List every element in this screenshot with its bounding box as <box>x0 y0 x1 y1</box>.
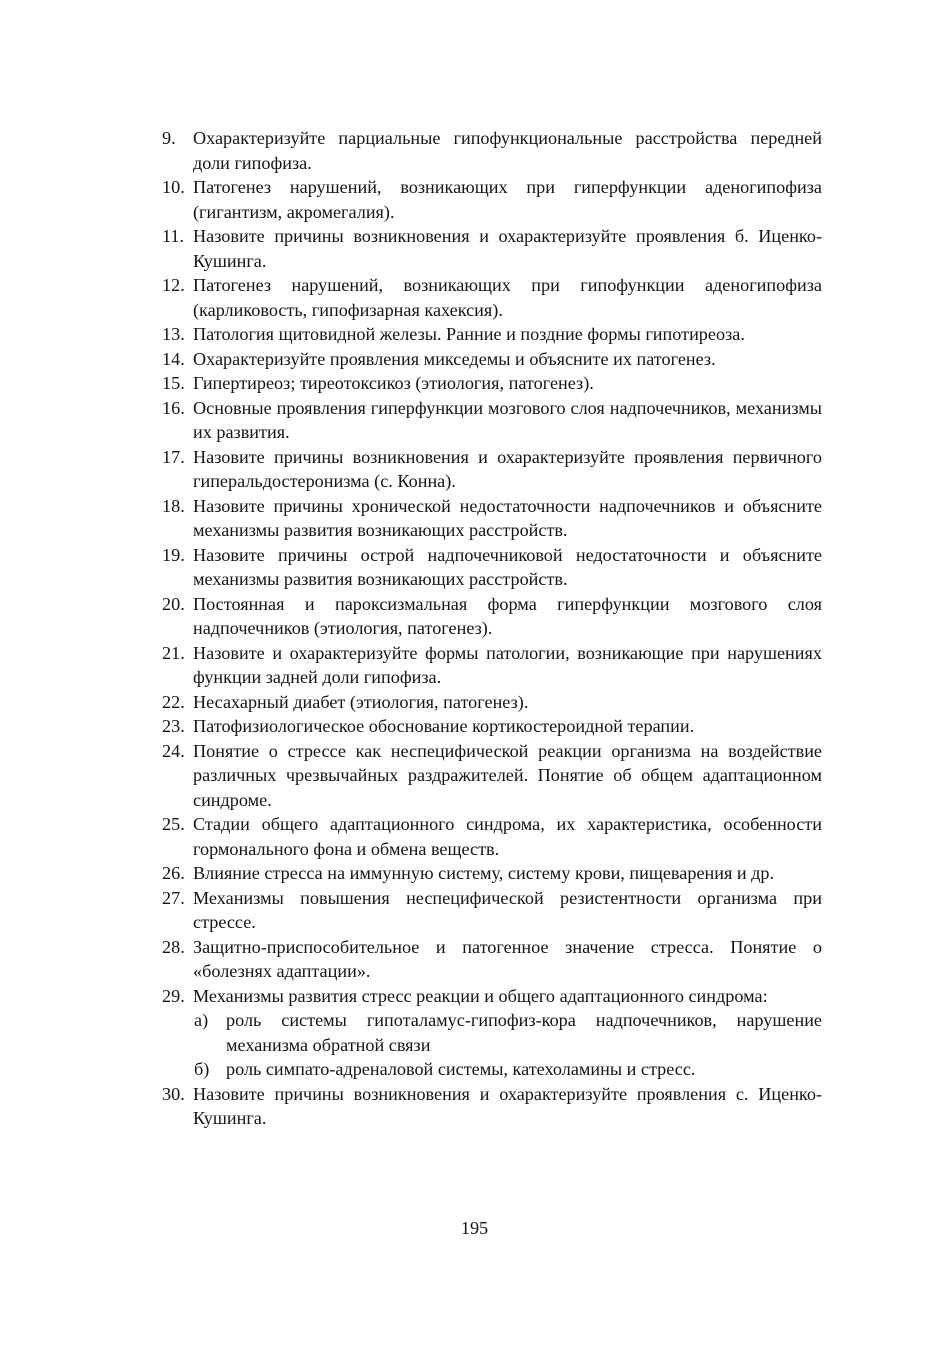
question-item <box>162 984 822 1009</box>
question-text: Назовите причины острой надпочечниковой недостаточности и объясните механизмы развития возникающих расстройств. <box>193 544 822 589</box>
question-number: 28. <box>162 936 185 957</box>
question-item <box>162 322 822 347</box>
question-item <box>162 273 822 322</box>
question-item <box>162 347 822 372</box>
question-number: 10. <box>162 177 185 197</box>
question-number: 21. <box>162 642 185 663</box>
question-number: 18. <box>162 495 185 516</box>
question-number: 26. <box>162 863 185 883</box>
question-number: 30. <box>162 1083 185 1104</box>
question-text: Механизмы повышения неспецифической резистентности организма при стрессе. <box>193 887 822 932</box>
question-item <box>162 175 822 224</box>
question-text: Патология щитовидной железы. Ранние и поздние формы гипотиреоза. <box>193 324 745 344</box>
question-item <box>162 739 822 813</box>
question-number: 9. <box>162 128 176 148</box>
question-number: 14. <box>162 348 185 369</box>
sub-list-item <box>194 1057 822 1082</box>
question-item <box>162 714 822 739</box>
question-item <box>162 396 822 445</box>
question-text: Патофизиологическое обоснование кортикостероидной терапии. <box>193 716 695 736</box>
question-text: Охарактеризуйте парциальные гипофункциональные расстройства передней доли гипофиза. <box>193 128 822 173</box>
sub-list-item <box>194 1008 822 1057</box>
question-list <box>162 126 822 1131</box>
sub-item-text: роль симпато-адреналовой системы, катехоламины и стресс. <box>226 1059 696 1079</box>
question-text: Стадии общего адаптационного синдрома, их характеристика, особенности гормонального фона и обмена веществ. <box>193 814 822 859</box>
question-number: 22. <box>162 691 185 712</box>
question-text: Гипертиреоз; тиреотоксикоз (этиология, патогенез). <box>193 373 594 393</box>
question-text: Несахарный диабет (этиология, патогенез). <box>193 691 529 712</box>
question-number: 17. <box>162 446 185 467</box>
question-text: Охарактеризуйте проявления микседемы и объясните их патогенез. <box>193 348 716 369</box>
page-number: 195 <box>460 1218 489 1238</box>
question-number: 29. <box>162 985 185 1006</box>
question-item <box>162 641 822 690</box>
question-text: Назовите причины возникновения и охарактеризуйте проявления с. Иценко-Кушинга. <box>193 1083 822 1128</box>
question-text: Механизмы развития стресс реакции и общего адаптационного синдрома: <box>193 985 768 1006</box>
question-text: Патогенез нарушений, возникающих при гиперфункции аденогипофиза (гигантизм, акромегалия). <box>193 177 822 222</box>
question-text: Основные проявления гиперфункции мозгового слоя надпочечников, механизмы их развития. <box>193 397 822 442</box>
question-item <box>162 812 822 861</box>
sub-item-marker: а) <box>194 1010 209 1030</box>
question-number: 25. <box>162 814 185 834</box>
question-item <box>162 861 822 886</box>
question-item <box>162 371 822 396</box>
question-number: 15. <box>162 373 185 393</box>
question-item <box>162 445 822 494</box>
question-item <box>162 543 822 592</box>
question-number: 24. <box>162 740 185 761</box>
question-item <box>162 1082 822 1131</box>
question-text: Понятие о стрессе как неспецифической реакции организма на воздействие различных чрезвычайных раздражителей. Понятие об общем адаптационном синдроме. <box>193 740 822 810</box>
question-text: Постоянная и пароксизмальная форма гиперфункции мозгового слоя надпочечников (этиология, патогенез). <box>193 593 822 638</box>
question-item <box>162 126 822 175</box>
question-text: Назовите причины возникновения и охарактеризуйте проявления б. Иценко-Кушинга. <box>193 226 822 271</box>
question-item <box>162 592 822 641</box>
question-text: Влияние стресса на иммунную систему, систему крови, пищеварения и др. <box>193 863 775 883</box>
sub-item-text: роль системы гипоталамус-гипофиз-кора надпочечников, нарушение механизма обратной связи <box>226 1010 822 1055</box>
question-text: Назовите и охарактеризуйте формы патологии, возникающие при нарушениях функции задней доли гипофиза. <box>193 642 822 687</box>
question-item <box>162 224 822 273</box>
question-number: 16. <box>162 397 185 418</box>
question-number: 19. <box>162 544 185 565</box>
question-number: 20. <box>162 593 185 614</box>
question-item <box>162 690 822 715</box>
sub-list <box>162 1008 822 1082</box>
question-number: 23. <box>162 716 185 736</box>
question-item <box>162 935 822 984</box>
question-number: 13. <box>162 324 185 344</box>
question-29-subitems <box>162 1008 822 1082</box>
question-text: Назовите причины хронической недостаточности надпочечников и объясните механизмы развития возникающих расстройств. <box>193 495 822 540</box>
question-text: Назовите причины возникновения и охарактеризуйте проявления первичного гиперальдостеронизма (с. Конна). <box>193 446 822 491</box>
question-item <box>162 494 822 543</box>
question-item <box>162 886 822 935</box>
question-number: 12. <box>162 275 185 295</box>
question-number: 27. <box>162 887 185 908</box>
sub-item-marker: б) <box>194 1059 210 1079</box>
question-text: Патогенез нарушений, возникающих при гипофункции аденогипофиза (карликовость, гипофизарная кахексия). <box>193 275 822 320</box>
question-number: 11. <box>162 226 185 246</box>
question-text: Защитно-приспособительное и патогенное значение стресса. Понятие о «болезнях адаптации». <box>193 936 822 981</box>
